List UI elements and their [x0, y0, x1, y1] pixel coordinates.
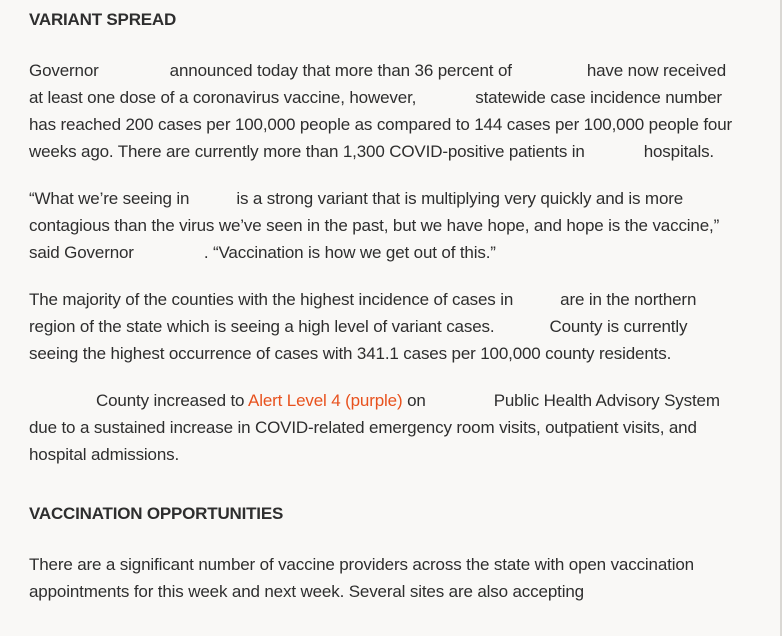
redacted-name-gap: [513, 288, 560, 305]
p1-text-5: hospitals.: [643, 142, 715, 161]
redacted-name-gap: [416, 86, 475, 103]
p1-text-2: announced today that more than 36 percent of: [169, 61, 512, 80]
p4-text-1: County increased to: [96, 391, 245, 410]
p2-text-3: . “Vaccination is how we get out of this.”: [203, 243, 496, 262]
p3-text-1: The majority of the counties with the highest incidence of cases in: [29, 290, 514, 309]
p2-text-2: is a strong variant that is multiplying very quickly and is more contagious than the virus we’ve seen in the past, but we have hope, and hope is the vaccine,” said Governor: [29, 189, 720, 262]
section-heading-variant-spread: VARIANT SPREAD: [29, 10, 177, 29]
redacted-name-gap: [189, 187, 236, 204]
p4-text-3: Public Health Advisory System due to a sustained increase in COVID-related emergency room visits, outpatient visits, and hospital admissions.: [29, 391, 720, 464]
paragraph-vaccine-dose-stats: [29, 57, 735, 165]
redacted-name-gap: [585, 140, 644, 157]
p3-text-2: are in the northern region of the state which is seeing a high level of variant cases.: [29, 290, 697, 336]
article-body: [29, 0, 735, 605]
section-heading-vaccination-opportunities: VACCINATION OPPORTUNITIES: [29, 504, 284, 523]
paragraph-vaccine-providers: There are a significant number of vaccine providers across the state with open vaccination appointments for this week and next week. Several sites are also accepting: [29, 555, 694, 601]
redacted-name-gap: [29, 389, 96, 406]
redacted-name-gap: [426, 389, 494, 406]
p1-text-3: have now received at least one dose of a coronavirus vaccine, however,: [29, 61, 727, 107]
p3-text-3: County is currently seeing the highest occurrence of cases with 341.1 cases per 100,000 county residents.: [29, 317, 688, 363]
p2-text-1: “What we’re seeing in: [29, 189, 190, 208]
p4-text-2: on: [407, 391, 426, 410]
paragraph-county-incidence: [29, 286, 735, 367]
p1-text-1: Governor: [29, 61, 99, 80]
alert-level-4-purple-link[interactable]: Alert Level 4 (purple): [248, 391, 403, 410]
p1-text-4: statewide case incidence number has reached 200 cases per 100,000 people as compared to 144 cases per 100,000 people four weeks ago. There are currently more than 1,300 COVID-positive patients in: [29, 88, 733, 161]
paragraph-governor-quote: [29, 185, 735, 266]
redacted-name-gap: [99, 59, 170, 76]
paragraph-alert-level: [29, 387, 735, 468]
redacted-name-gap: [494, 315, 549, 332]
redacted-name-gap: [512, 59, 587, 76]
redacted-name-gap: [134, 241, 204, 258]
